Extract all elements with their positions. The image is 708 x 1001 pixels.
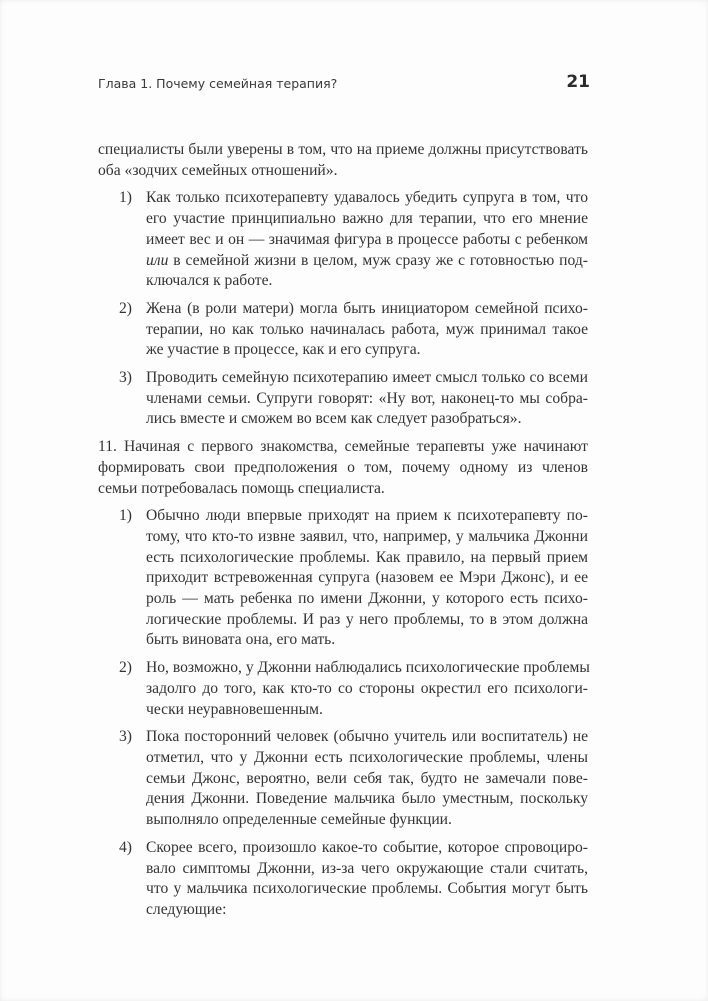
- text-line: тому, что кто-то извне заявил, что, например, у мальчика Джонни: [146, 527, 588, 545]
- text-line: вало симптомы Джонни, из-за чего окружающие стали считать,: [146, 859, 588, 877]
- list-item: [98, 658, 588, 720]
- running-title: Глава 1. Почему семейная терапия?: [98, 76, 338, 91]
- text-line: Скорее всего, произошло какое-то событие, которое спровоциро-: [146, 838, 588, 856]
- text-line: Как только психотерапевту удавалось убедить супруга в том, что: [146, 189, 588, 207]
- list-item-number: 2): [119, 659, 132, 677]
- text-line: его участие принципиально важно для терапии, что его мнение: [146, 210, 588, 228]
- paragraph: [98, 437, 588, 499]
- text-line: терапии, но как только начиналась работа, муж принимал такое: [146, 320, 588, 338]
- text-line: дения Джонни. Поведение мальчика было уместным, поскольку: [146, 790, 588, 808]
- text-line: логические проблемы. И раз у него проблемы, то в этом должна: [146, 610, 588, 628]
- list-item: [98, 727, 588, 831]
- text-line: лись вместе и сможем во всем как следует разобраться».: [146, 410, 522, 428]
- list-item: [98, 299, 588, 361]
- paragraph: [98, 140, 588, 181]
- list-item-number: 1): [119, 507, 132, 525]
- text-line: же участие в процессе, как и его супруга.: [146, 341, 421, 359]
- text-line: [146, 251, 588, 272]
- list-item: [98, 838, 588, 921]
- list-item-number: 1): [119, 189, 132, 207]
- text-run: в семейной жизни в целом, муж сразу же с готовностью под-: [168, 251, 588, 269]
- text-line: оба «зодчих семейных отношений».: [98, 161, 338, 179]
- text-line: специалисты были уверены в том, что на приеме должны присутствовать: [98, 141, 588, 158]
- list-item-number: 3): [119, 369, 132, 387]
- page-number: 21: [566, 72, 590, 92]
- text-line: следующие:: [146, 900, 227, 918]
- list-item: [98, 188, 588, 292]
- text-line: приходит встревоженная супруга (назовем ее Мэри Джонс), и ее: [146, 569, 588, 587]
- text-line: быть виновата она, его мать.: [146, 631, 336, 649]
- text-line: задолго до того, как кто-то со стороны окрестил его психологи-: [146, 679, 588, 697]
- text-line: Проводить семейную психотерапию имеет смысл только со всеми: [146, 369, 588, 387]
- text-line: ключался к работе.: [146, 272, 273, 290]
- text-line: что у мальчика психологические проблемы. События могут быть: [146, 880, 588, 898]
- text-line: чески неуравновешенным.: [146, 700, 323, 718]
- list-item-number: 3): [119, 728, 132, 746]
- text-line: выполняло определенные семейные функции.: [146, 811, 452, 829]
- list-item: [98, 506, 588, 651]
- emphasis-text: или: [146, 251, 169, 269]
- text-line: отметил, что у Джонни есть психологические проблемы, члены: [146, 748, 588, 766]
- text-line: формировать свои предположения о том, почему одному из членов: [98, 458, 588, 476]
- text-line: Обычно люди впервые приходят на прием к психотерапевту по-: [146, 507, 588, 525]
- text-line: семьи Джонс, вероятно, вели себя так, будто не замечали пове-: [146, 769, 588, 787]
- text-line: Но, возможно, у Джонни наблюдались психологические проблемы: [146, 659, 590, 677]
- text-line: Пока посторонний человек (обычно учитель или воспитатель) не: [146, 728, 588, 746]
- list-item-number: 4): [119, 838, 132, 856]
- text-line: семьи потребовалась помощь специалиста.: [98, 479, 385, 497]
- text-line: роль — мать ребенка по имени Джонни, у которого есть психо-: [146, 590, 588, 608]
- page-body: [98, 140, 588, 928]
- text-line: имеет вес и он — значимая фигура в процессе работы с ребенком: [146, 230, 588, 248]
- text-line: 11. Начиная с первого знакомства, семейные терапевты уже начинают: [98, 438, 588, 456]
- text-line: есть психологические проблемы. Как правило, на первый прием: [146, 548, 588, 566]
- list-item-number: 2): [119, 299, 132, 317]
- text-line: Жена (в роли матери) могла быть инициатором семейной психо-: [146, 299, 588, 317]
- list-item: [98, 368, 588, 430]
- page-header: [98, 72, 590, 96]
- text-line: членами семьи. Супруги говорят: «Ну вот, наконец-то мы собра-: [146, 389, 588, 407]
